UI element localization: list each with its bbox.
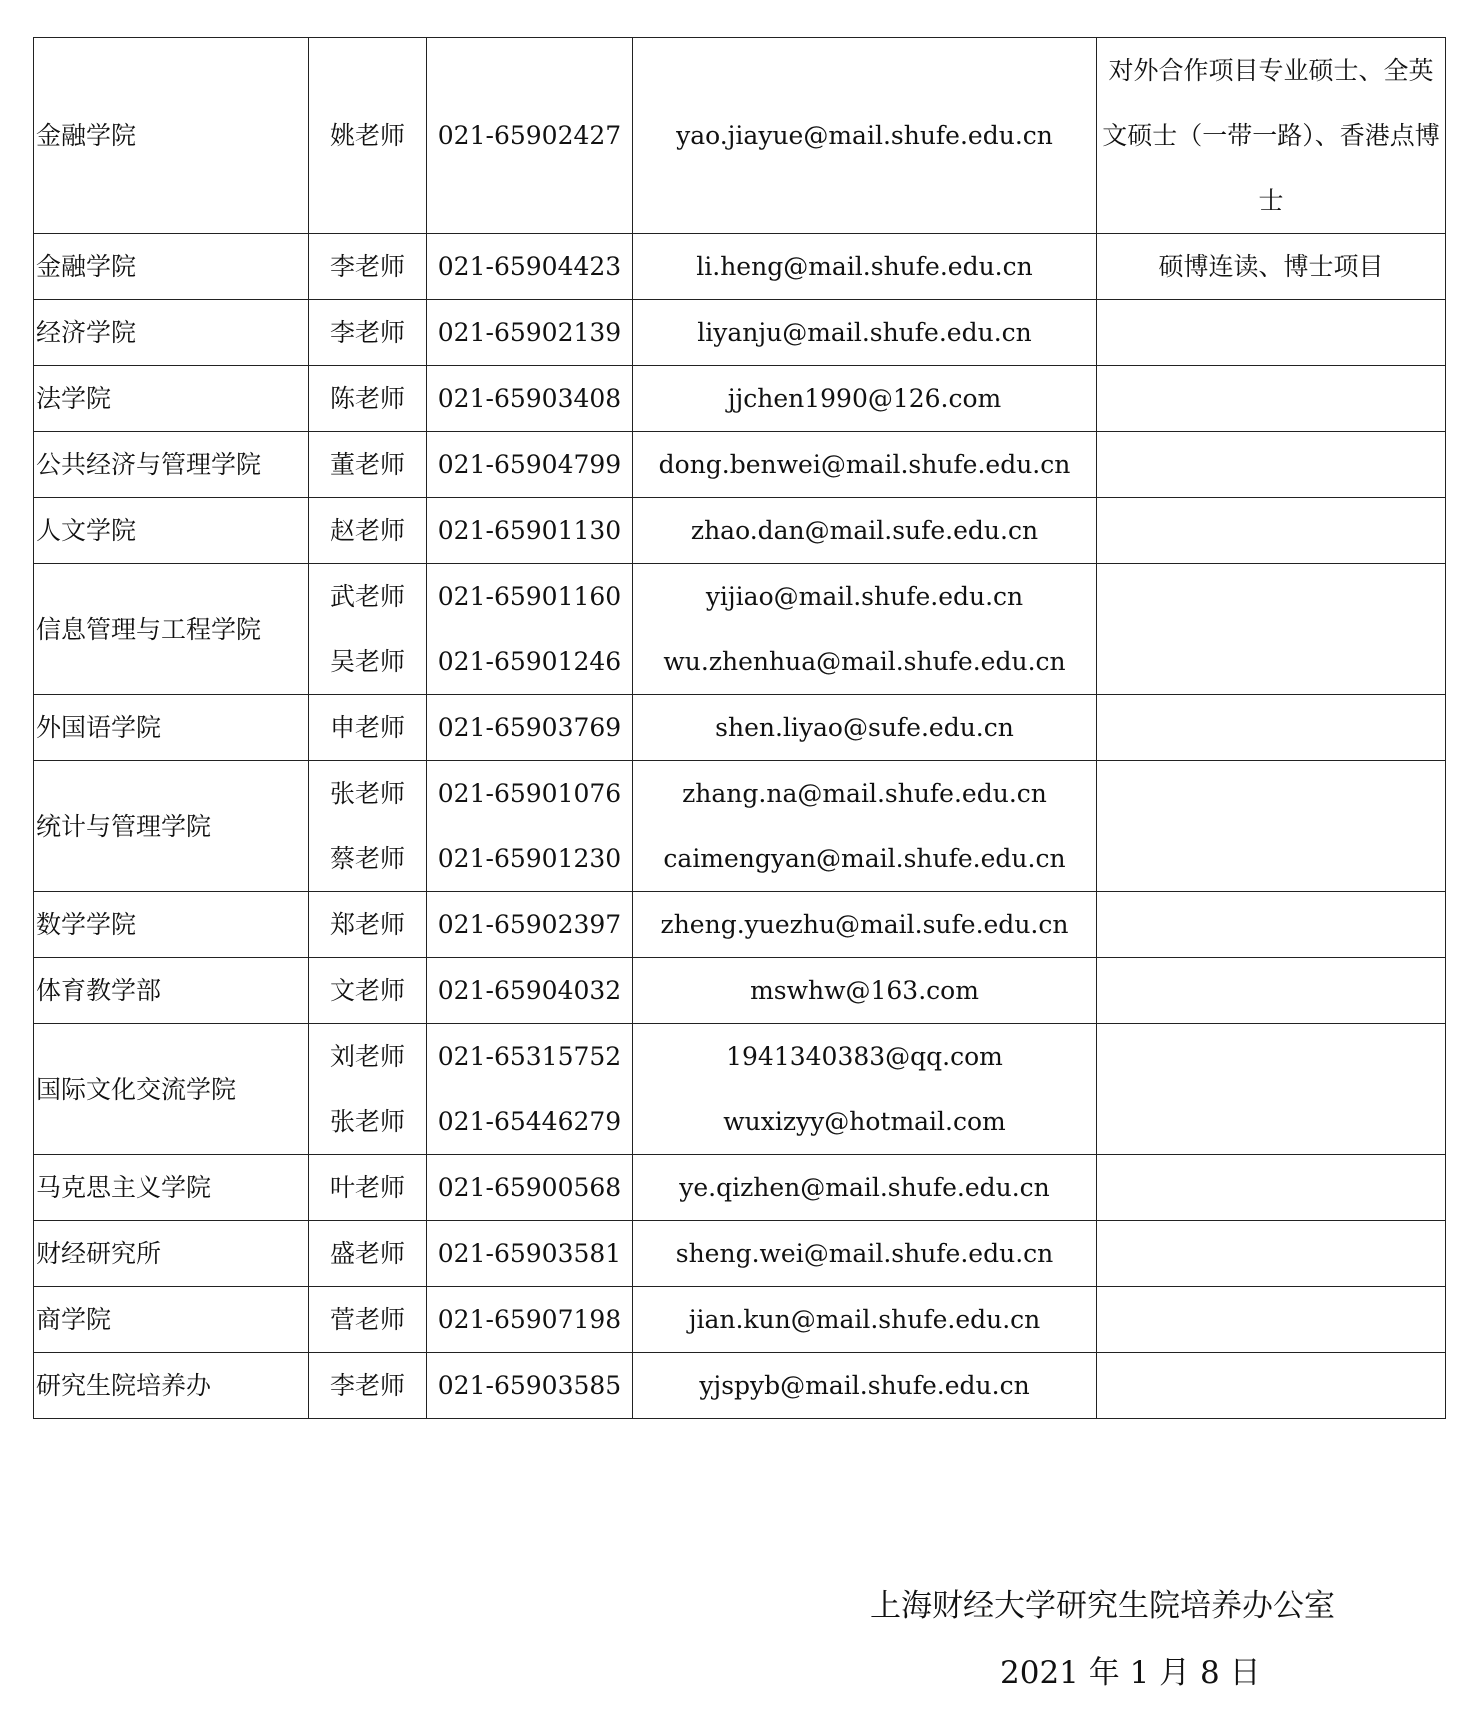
table-row <box>34 498 1446 564</box>
teacher-cell <box>309 432 427 498</box>
phone-number: 021-65904423 <box>437 252 622 281</box>
table-row <box>34 432 1446 498</box>
phone-cell <box>427 958 633 1024</box>
table-row <box>34 892 1446 958</box>
email-cell <box>633 958 1097 1024</box>
phone-cell <box>427 300 633 366</box>
note-cell: 对外合作项目专业硕士、全英文硕士（一带一路）、香港点博士 <box>1097 38 1446 234</box>
email-address: zhao.dan@mail.sufe.edu.cn <box>690 516 1039 545</box>
email-address: jian.kun@mail.shufe.edu.cn <box>688 1305 1041 1334</box>
phone-number: 021-65902139 <box>437 318 622 347</box>
teacher-name: 刘老师 <box>329 1042 405 1071</box>
email-address: yjspyb@mail.shufe.edu.cn <box>699 1371 1030 1400</box>
teacher-name: 吴老师 <box>329 647 405 676</box>
college-cell: 财经研究所 <box>34 1221 309 1287</box>
teacher-cell <box>309 366 427 432</box>
email-address: ye.qizhen@mail.shufe.edu.cn <box>679 1173 1050 1202</box>
teacher-name: 赵老师 <box>329 516 405 545</box>
phone-number: 021-65903769 <box>437 713 622 742</box>
email-address: 1941340383@qq.com <box>726 1042 1003 1071</box>
phone-cell <box>427 432 633 498</box>
note-cell <box>1097 300 1446 366</box>
teacher-name: 李老师 <box>329 318 405 347</box>
phone-cell <box>427 234 633 300</box>
college-cell: 国际文化交流学院 <box>34 1024 309 1155</box>
phone-number: 021-65903581 <box>437 1239 622 1268</box>
phone-cell <box>427 1024 633 1155</box>
teacher-name: 张老师 <box>329 779 405 808</box>
teacher-name: 李老师 <box>329 1371 405 1400</box>
table-row <box>34 1155 1446 1221</box>
email-address: wuxizyy@hotmail.com <box>723 1107 1006 1136</box>
email-cell <box>633 564 1097 695</box>
email-address: liyanju@mail.shufe.edu.cn <box>697 318 1032 347</box>
table-row <box>34 366 1446 432</box>
phone-cell <box>427 1221 633 1287</box>
phone-cell <box>427 1155 633 1221</box>
email-cell <box>633 1024 1097 1155</box>
teacher-cell <box>309 498 427 564</box>
table-row <box>34 695 1446 761</box>
college-cell: 马克思主义学院 <box>34 1155 309 1221</box>
note-cell <box>1097 1221 1446 1287</box>
teacher-name: 文老师 <box>329 976 405 1005</box>
phone-number: 021-65446279 <box>437 1107 622 1136</box>
email-cell <box>633 761 1097 892</box>
teacher-cell <box>309 1287 427 1353</box>
email-address: mswhw@163.com <box>750 976 979 1005</box>
email-address: yijiao@mail.shufe.edu.cn <box>705 582 1024 611</box>
email-address: zheng.yuezhu@mail.sufe.edu.cn <box>660 910 1069 939</box>
teacher-cell <box>309 300 427 366</box>
teacher-cell <box>309 1353 427 1419</box>
phone-number: 021-65315752 <box>437 1042 622 1071</box>
email-address: sheng.wei@mail.shufe.edu.cn <box>675 1239 1054 1268</box>
college-cell: 统计与管理学院 <box>34 761 309 892</box>
email-address: yao.jiayue@mail.shufe.edu.cn <box>676 121 1053 150</box>
email-address: zhang.na@mail.shufe.edu.cn <box>682 779 1047 808</box>
college-cell: 研究生院培养办 <box>34 1353 309 1419</box>
email-cell <box>633 498 1097 564</box>
teacher-cell <box>309 1024 427 1155</box>
phone-number: 021-65901130 <box>437 516 622 545</box>
email-cell <box>633 695 1097 761</box>
teacher-name: 陈老师 <box>329 384 405 413</box>
email-address: caimengyan@mail.shufe.edu.cn <box>663 844 1066 873</box>
teacher-cell <box>309 1221 427 1287</box>
contact-table <box>33 37 1446 1419</box>
phone-number: 021-65903585 <box>437 1371 622 1400</box>
teacher-name: 张老师 <box>329 1107 405 1136</box>
college-cell: 金融学院 <box>34 234 309 300</box>
email-address: shen.liyao@sufe.edu.cn <box>715 713 1014 742</box>
teacher-cell <box>309 1155 427 1221</box>
email-address: wu.zhenhua@mail.shufe.edu.cn <box>663 647 1066 676</box>
college-cell: 信息管理与工程学院 <box>34 564 309 695</box>
phone-number: 021-65901076 <box>437 779 622 808</box>
note-cell <box>1097 1287 1446 1353</box>
phone-cell <box>427 1353 633 1419</box>
footer-date: 2021 年 1 月 8 日 <box>1000 1655 1261 1691</box>
email-address: dong.benwei@mail.shufe.edu.cn <box>658 450 1071 479</box>
college-cell: 体育教学部 <box>34 958 309 1024</box>
table-row <box>34 300 1446 366</box>
note-cell: 硕博连读、博士项目 <box>1097 234 1446 300</box>
note-cell <box>1097 366 1446 432</box>
college-cell: 外国语学院 <box>34 695 309 761</box>
email-cell <box>633 1221 1097 1287</box>
college-cell: 经济学院 <box>34 300 309 366</box>
teacher-name: 盛老师 <box>329 1239 405 1268</box>
note-cell <box>1097 564 1446 695</box>
college-cell: 人文学院 <box>34 498 309 564</box>
table-row <box>34 564 1446 695</box>
note-cell <box>1097 1155 1446 1221</box>
teacher-cell <box>309 761 427 892</box>
phone-number: 021-65907198 <box>437 1305 622 1334</box>
teacher-cell <box>309 892 427 958</box>
teacher-name: 郑老师 <box>329 910 405 939</box>
phone-cell <box>427 564 633 695</box>
table-row <box>34 234 1446 300</box>
phone-cell <box>427 892 633 958</box>
note-cell <box>1097 1024 1446 1155</box>
note-cell <box>1097 1353 1446 1419</box>
email-address: jjchen1990@126.com <box>727 384 1002 413</box>
phone-number: 021-65901246 <box>437 647 622 676</box>
teacher-name: 武老师 <box>329 582 405 611</box>
contact-table-body <box>34 38 1446 1419</box>
college-cell: 法学院 <box>34 366 309 432</box>
note-cell <box>1097 958 1446 1024</box>
email-cell <box>633 1155 1097 1221</box>
teacher-cell <box>309 38 427 234</box>
email-cell <box>633 1353 1097 1419</box>
phone-number: 021-65901160 <box>437 582 622 611</box>
phone-cell <box>427 695 633 761</box>
email-cell <box>633 1287 1097 1353</box>
email-cell <box>633 366 1097 432</box>
teacher-name: 董老师 <box>329 450 405 479</box>
teacher-cell <box>309 564 427 695</box>
email-cell <box>633 432 1097 498</box>
phone-number: 021-65904032 <box>437 976 622 1005</box>
phone-number: 021-65903408 <box>437 384 622 413</box>
teacher-name: 叶老师 <box>329 1173 405 1202</box>
phone-cell <box>427 498 633 564</box>
email-cell <box>633 892 1097 958</box>
phone-number: 021-65900568 <box>437 1173 622 1202</box>
teacher-cell <box>309 695 427 761</box>
teacher-name: 李老师 <box>329 252 405 281</box>
email-cell <box>633 234 1097 300</box>
phone-number: 021-65902397 <box>437 910 622 939</box>
college-cell: 金融学院 <box>34 38 309 234</box>
phone-number: 021-65902427 <box>437 121 622 150</box>
note-cell <box>1097 695 1446 761</box>
teacher-name: 菅老师 <box>329 1305 405 1334</box>
table-row <box>34 38 1446 234</box>
phone-cell <box>427 761 633 892</box>
note-cell <box>1097 498 1446 564</box>
phone-cell <box>427 366 633 432</box>
phone-number: 021-65901230 <box>437 844 622 873</box>
email-cell <box>633 38 1097 234</box>
teacher-cell <box>309 234 427 300</box>
footer-organization: 上海财经大学研究生院培养办公室 <box>870 1588 1335 1624</box>
phone-cell <box>427 38 633 234</box>
college-cell: 公共经济与管理学院 <box>34 432 309 498</box>
table-row <box>34 1221 1446 1287</box>
table-row <box>34 1024 1446 1155</box>
phone-cell <box>427 1287 633 1353</box>
note-cell <box>1097 892 1446 958</box>
note-cell <box>1097 432 1446 498</box>
college-cell: 商学院 <box>34 1287 309 1353</box>
teacher-name: 申老师 <box>329 713 405 742</box>
email-cell <box>633 300 1097 366</box>
email-address: li.heng@mail.shufe.edu.cn <box>696 252 1033 281</box>
table-row <box>34 1353 1446 1419</box>
teacher-cell <box>309 958 427 1024</box>
teacher-name: 姚老师 <box>329 121 405 150</box>
note-cell <box>1097 761 1446 892</box>
table-row <box>34 761 1446 892</box>
phone-number: 021-65904799 <box>437 450 622 479</box>
table-row <box>34 958 1446 1024</box>
teacher-name: 蔡老师 <box>329 844 405 873</box>
college-cell: 数学学院 <box>34 892 309 958</box>
table-row <box>34 1287 1446 1353</box>
